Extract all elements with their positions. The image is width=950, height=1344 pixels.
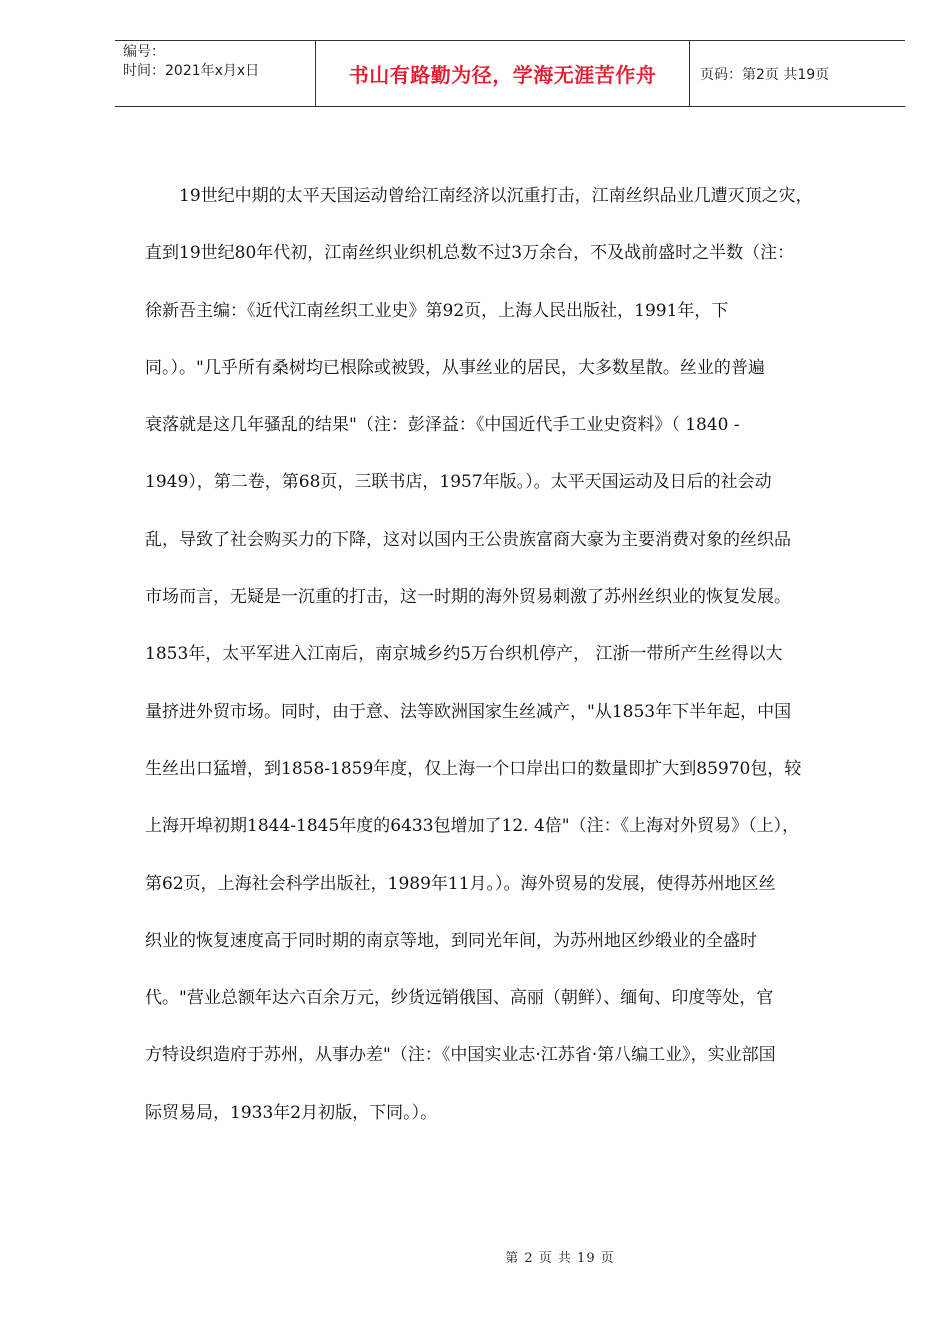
- paragraph-line: 量挤进外贸市场。同时，由于意、法等欧洲国家生丝减产，"从1853年下半年起，中国: [145, 701, 792, 722]
- paragraph-line: 市场而言，无疑是一沉重的打击，这一时期的海外贸易刺激了苏州丝织业的恢复发展。: [145, 587, 791, 608]
- paragraph-line: 生丝出口猛增，到1858-1859年度，仅上海一个口岸出口的数量即扩大到85970包，较: [145, 758, 802, 779]
- paragraph-line: 织业的恢复速度高于同时期的南京等地，到同光年间，为苏州地区纱缎业的全盛时: [145, 930, 757, 951]
- paragraph-line: 徐新吾主编：《近代江南丝织工业史》第92页，上海人民出版社，1991年，下: [145, 300, 729, 321]
- header-motto: 书山有路勤为径，学海无涯苦作舟: [316, 41, 690, 106]
- paragraph-line: 同。）。"几乎所有桑树均已根除或被毁，从事丝业的居民，大多数星散。丝业的普遍: [145, 357, 765, 378]
- page-header: [115, 40, 905, 107]
- paragraph-line: 衰落就是这几年骚乱的结果"（注：彭泽益：《中国近代手工业史资料》（ 1840 -: [145, 415, 740, 436]
- paragraph-line: 上海开埠初期1844-1845年度的6433包增加了12. 4倍"（注：《上海对外贸易》（上），: [145, 816, 800, 837]
- paragraph-line: 际贸易局，1933年2月初版，下同。）。: [145, 1102, 438, 1123]
- header-meta: [115, 41, 316, 106]
- paragraph-line: 方特设织造府于苏州，从事办差"（注：《中国实业志·江苏省·第八编工业》，实业部国: [145, 1045, 776, 1066]
- paragraph-line: 直到19世纪80年代初，江南丝织业织机总数不过3万余台，不及战前盛时之半数（注：: [145, 243, 795, 264]
- date-label: 时间：2021年x月x日: [123, 63, 260, 79]
- paragraph-line: 1853年，太平军进入江南后，南京城乡约5万台织机停产， 江浙一带所产生丝得以大: [145, 644, 783, 665]
- paragraph-line: 乱，导致了社会购买力的下降，这对以国内王公贵族富商大豪为主要消费对象的丝织品: [145, 529, 791, 550]
- page-footer: 第 2 页 共 19 页: [505, 1251, 615, 1266]
- serial-number-label: 编号：: [123, 44, 165, 60]
- paragraph-line: 19世纪中期的太平天国运动曾给江南经济以沉重打击，江南丝织品业几遭灭顶之灾，: [179, 186, 813, 206]
- paragraph-line: 1949），第二卷，第68页，三联书店，1957年版。）。太平天国运动及日后的社会动: [145, 472, 772, 493]
- paragraph-line: 第62页，上海社会科学出版社，1989年11月。）。海外贸易的发展，使得苏州地区丝: [145, 873, 776, 894]
- paragraph-line: 代。"营业总额年达六百余万元，纱货远销俄国、高丽（朝鲜）、缅甸、印度等处，官: [145, 988, 774, 1009]
- header-page-info: 页码：第2页 共19页: [700, 66, 830, 83]
- body-paragraph: [145, 168, 890, 1142]
